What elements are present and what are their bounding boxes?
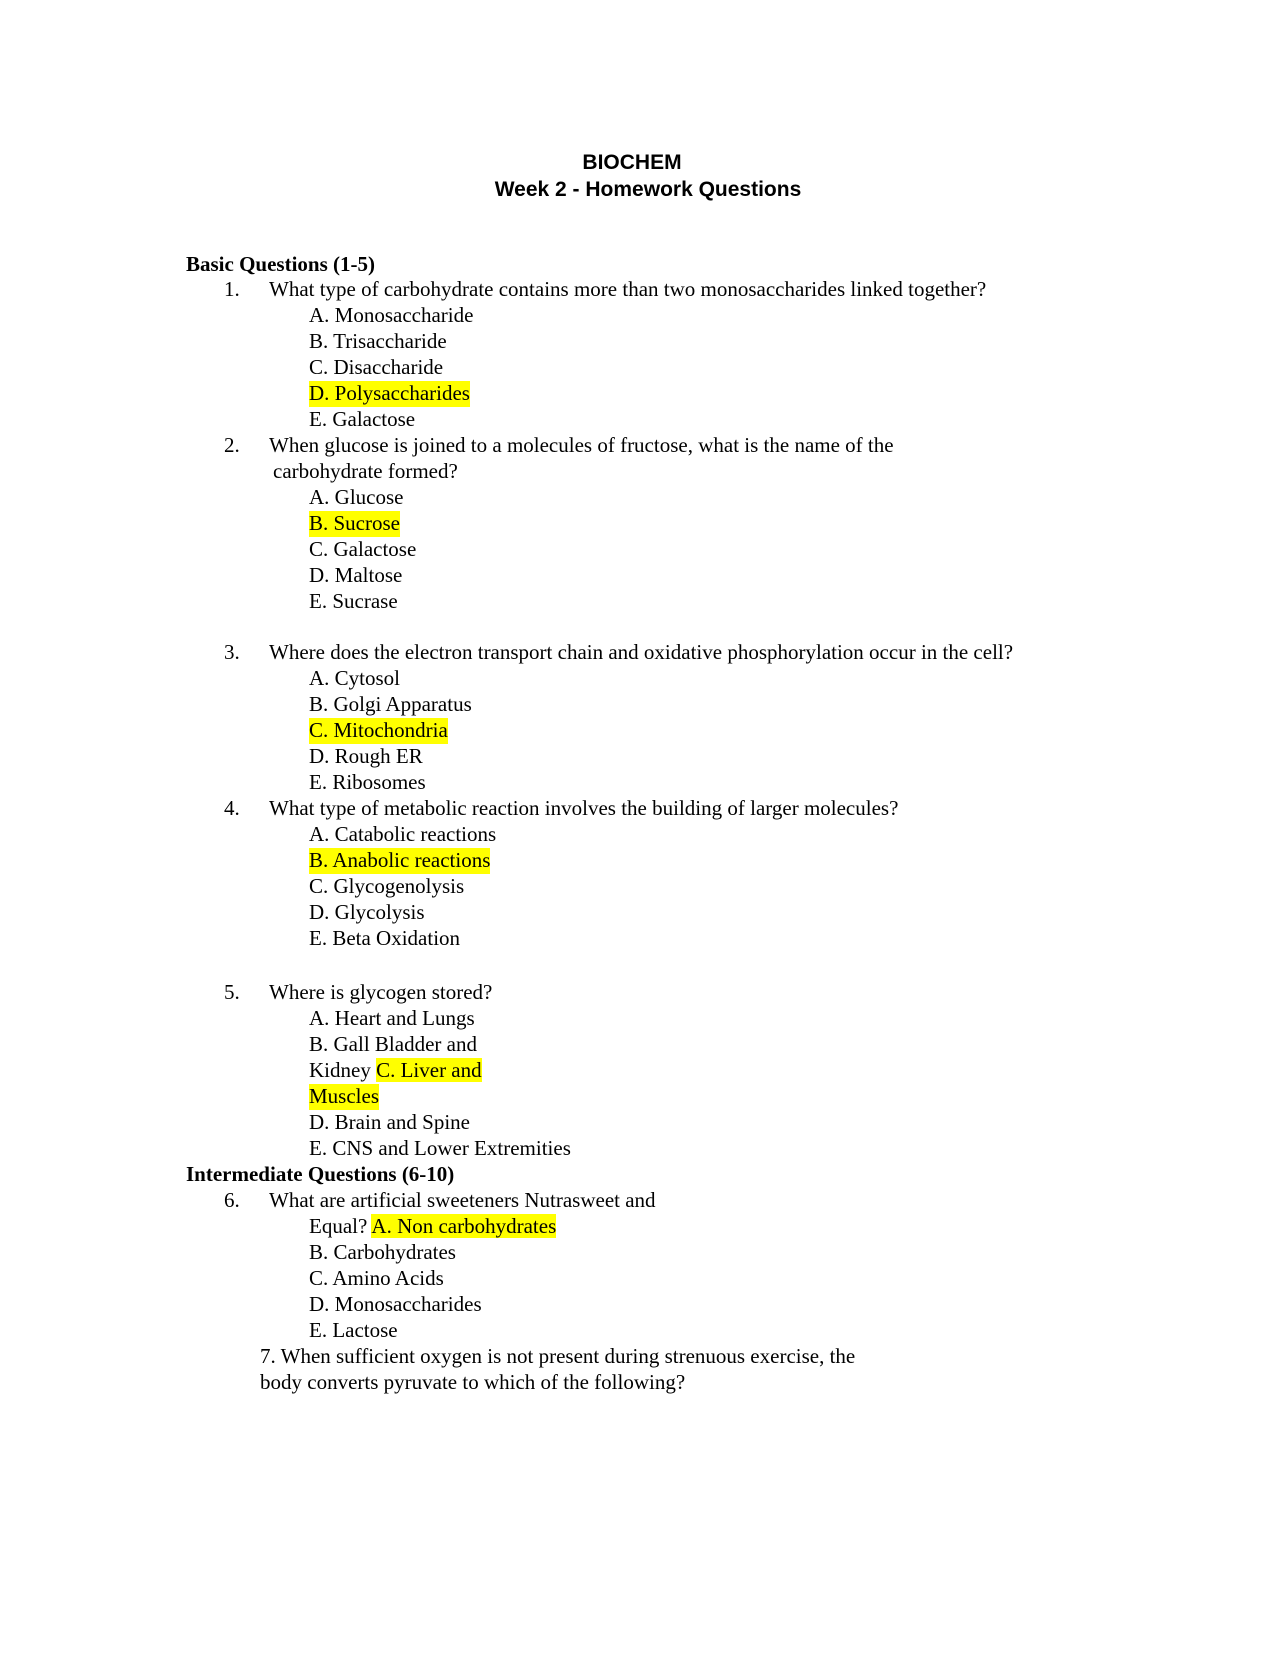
answer-option: E. Sucrase [309, 589, 398, 613]
question-text: 7. When sufficient oxygen is not present during strenuous exercise, the [260, 1344, 856, 1368]
question-text: Where does the electron transport chain and oxidative phosphorylation occur in the cell? [269, 640, 1014, 664]
answer-option: E. Lactose [309, 1318, 398, 1342]
question-text-line [309, 1214, 556, 1240]
answer-option: B. Golgi Apparatus [309, 692, 472, 716]
question-text-continued: carbohydrate formed? [273, 459, 458, 483]
question-number: 1. [224, 277, 240, 301]
question-number: 5. [224, 980, 240, 1004]
answer-option: D. Monosaccharides [309, 1292, 482, 1316]
question-number: 6. [224, 1188, 240, 1212]
answer-option: B. Trisaccharide [309, 329, 447, 353]
correct-answer-highlight: B. Anabolic reactions [309, 848, 491, 872]
answer-option: D. Glycolysis [309, 900, 425, 924]
answer-option: C. Glycogenolysis [309, 874, 465, 898]
question-text: What are artificial sweeteners Nutrasweet and [269, 1188, 656, 1212]
answer-option: B. Carbohydrates [309, 1240, 456, 1264]
answer-option: D. Rough ER [309, 744, 423, 768]
correct-answer-highlight-continued: Muscles [309, 1084, 379, 1108]
answer-option: A. Heart and Lungs [309, 1006, 475, 1030]
document-subtitle: Week 2 - Homework Questions [494, 178, 802, 201]
question-number: 3. [224, 640, 240, 664]
correct-answer-highlight: D. Polysaccharides [309, 381, 470, 405]
document-title: BIOCHEM [582, 151, 682, 174]
answer-option: E. Galactose [309, 407, 416, 431]
answer-option: C. Disaccharide [309, 355, 444, 379]
question-text: What type of carbohydrate contains more than two monosaccharides linked together? [269, 277, 987, 301]
answer-option: A. Glucose [309, 485, 404, 509]
answer-option: A. Catabolic reactions [309, 822, 497, 846]
section-heading-basic: Basic Questions (1-5) [186, 252, 375, 276]
correct-answer-highlight: C. Mitochondria [309, 718, 448, 742]
question-number: 4. [224, 796, 240, 820]
answer-option-line [309, 1058, 482, 1084]
section-heading-intermediate: Intermediate Questions (6-10) [186, 1162, 455, 1186]
answer-option: D. Brain and Spine [309, 1110, 470, 1134]
question-text-continued: Equal? [309, 1214, 368, 1238]
answer-option: E. CNS and Lower Extremities [309, 1136, 571, 1160]
question-text: Where is glycogen stored? [269, 980, 493, 1004]
answer-option: C. Galactose [309, 537, 417, 561]
correct-answer-highlight: C. Liver and [376, 1058, 482, 1082]
answer-option: B. Gall Bladder and [309, 1032, 477, 1056]
answer-option: A. Monosaccharide [309, 303, 474, 327]
question-text: When glucose is joined to a molecules of fructose, what is the name of the [269, 433, 894, 457]
answer-option-continued: Kidney [309, 1058, 371, 1082]
answer-option: A. Cytosol [309, 666, 401, 690]
correct-answer-highlight: B. Sucrose [309, 511, 400, 535]
question-text-continued: body converts pyruvate to which of the following? [260, 1370, 686, 1394]
question-number: 2. [224, 433, 240, 457]
question-text: What type of metabolic reaction involves the building of larger molecules? [269, 796, 899, 820]
answer-option: C. Amino Acids [309, 1266, 444, 1290]
correct-answer-highlight: A. Non carbohydrates [371, 1214, 557, 1238]
answer-option: D. Maltose [309, 563, 403, 587]
answer-option: E. Beta Oxidation [309, 926, 461, 950]
answer-option: E. Ribosomes [309, 770, 426, 794]
